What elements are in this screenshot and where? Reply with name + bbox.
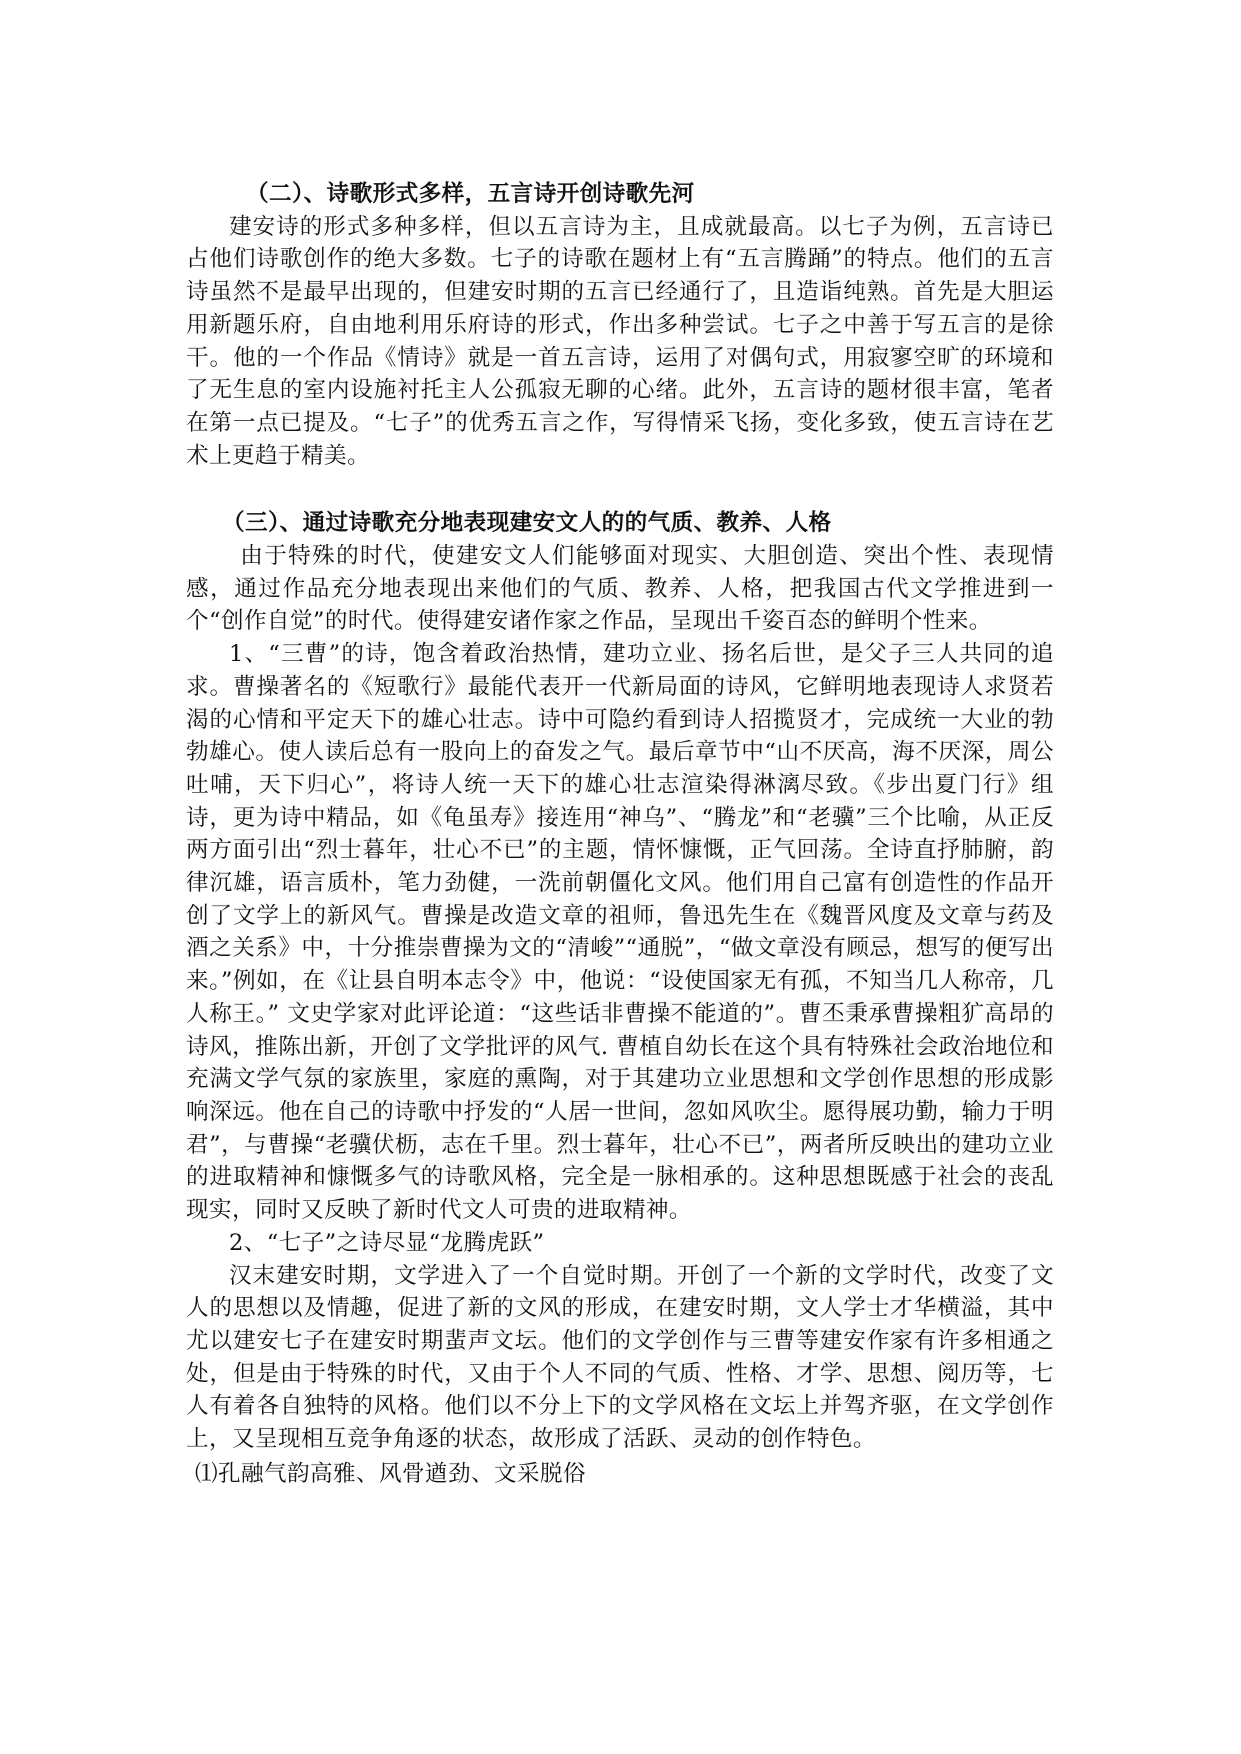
section-heading-3: （三）、通过诗歌充分地表现建安文人的的气质、教养、人格 (222, 510, 832, 537)
paragraph-three-caos: 1、“三曹”的诗，饱含着政治热情，建功立业、扬名后世，是父子三人共同的追求。曹操著名的《短歌行》最能代表开一代新局面的诗风，它鲜明地表现诗人求贤若渴的心情和平定天下的雄心壮志。诗中可隐约看到诗人招揽贤才，完成统一大业的勃勃雄心。使人读后总有一股向上的奋发之气。最后章节中“山不厌高，海不厌深，周公吐哺，天下归心”，将诗人统一天下的雄心壮志渲染得淋漓尽致。《步出夏门行》组诗，更为诗中精品，如《龟虽寿》接连用“神乌”、“腾龙”和“老骥”三个比喻，从正反两方面引出“烈士暮年，壮心不已”的主题，情怀慷慨，正气回荡。全诗直抒肺腑，韵律沉雄，语言质朴，笔力劲健，一洗前朝僵化文风。他们用自己富有创造性的作品开创了文学上的新风气。曹操是改造文章的祖师，鲁迅先生在《魏晋风度及文章与药及酒之关系》中，十分推崇曹操为文的“清峻”“通脱”，“做文章没有顾忌，想写的便写出来。”例如，在《让县自明本志令》中，他说：“设使国家无有孤，不知当几人称帝，几人称王。” 文史学家对此评论道：“这些话非曹操不能道的”。曹丕秉承曹操粗犷高昂的诗风，推陈出新，开创了文学批评的风气. 曹植自幼长在这个具有特殊社会政治地位和充满文学气氛的家族里，家庭的熏陶，对于其建功立业思想和文学创作思想的形成影响深远。他在自己的诗歌中抒发的“人居一世间，忽如风吹尘。愿得展功勤，输力于明君”，与曹操“老骥伏枥，志在千里。烈士暮年，壮心不已”，两者所反映出的建功立业的进取精神和慷慨多气的诗歌风格，完全是一脉相承的。这种思想既感于社会的丧乱现实，同时又反映了新时代文人可贵的进取精神。 (186, 641, 1054, 1224)
paragraph-five-character-poetry: 建安诗的形式多种多样，但以五言诗为主，且成就最高。以七子为例，五言诗已占他们诗歌创作的绝大多数。七子的诗歌在题材上有“五言腾踊”的特点。他们的五言诗虽然不是最早出现的，但建安时期的五言已经通行了，且造诣纯熟。首先是大胆运用新题乐府，自由地利用乐府诗的形式，作出多种尝试。七子之中善于写五言的是徐干。他的一个作品《情诗》就是一首五言诗，运用了对偶句式，用寂寥空旷的环境和了无生息的室内设施衬托主人公孤寂无聊的心绪。此外，五言诗的题材很丰富，笔者在第一点已提及。“七子”的优秀五言之作，写得情采飞扬，变化多致，使五言诗在艺术上更趋于精美。 (186, 213, 1054, 469)
section-heading-2: （二）、诗歌形式多样，五言诗开创诗歌先河 (246, 181, 695, 207)
paragraph-seven-masters-title: 2、“七子”之诗尽显“龙腾虎跃” (228, 1229, 545, 1256)
paragraph-jian-an-literati: 由于特殊的时代，使建安文人们能够面对现实、大胆创造、突出个性、表现情感，通过作品充分地表现出来他们的气质、教养、人格，把我国古代文学推进到一个“创作自觉”的时代。使得建安诸作家之作品，呈现出千姿百态的鲜明个性来。 (186, 543, 1054, 635)
paragraph-seven-masters: 汉末建安时期，文学进入了一个自觉时期。开创了一个新的文学时代，改变了文人的思想以及情趣，促进了新的文风的形成，在建安时期，文人学士才华横溢，其中尤以建安七子在建安时期蜚声文坛。他们的文学创作与三曹等建安作家有许多相通之处，但是由于特殊的时代，又由于个人不同的气质、性格、才学、思想、阅历等，七人有着各自独特的风格。他们以不分上下的文学风格在文坛上并驾齐驱，在文学创作上，又呈现相互竞争角逐的状态，故形成了活跃、灵动的创作特色。 (186, 1262, 1054, 1453)
document-body (186, 178, 1054, 1490)
paragraph-kong-rong: ⑴孔融气韵高雅、风骨遒劲、文采脱俗 (195, 1460, 586, 1487)
